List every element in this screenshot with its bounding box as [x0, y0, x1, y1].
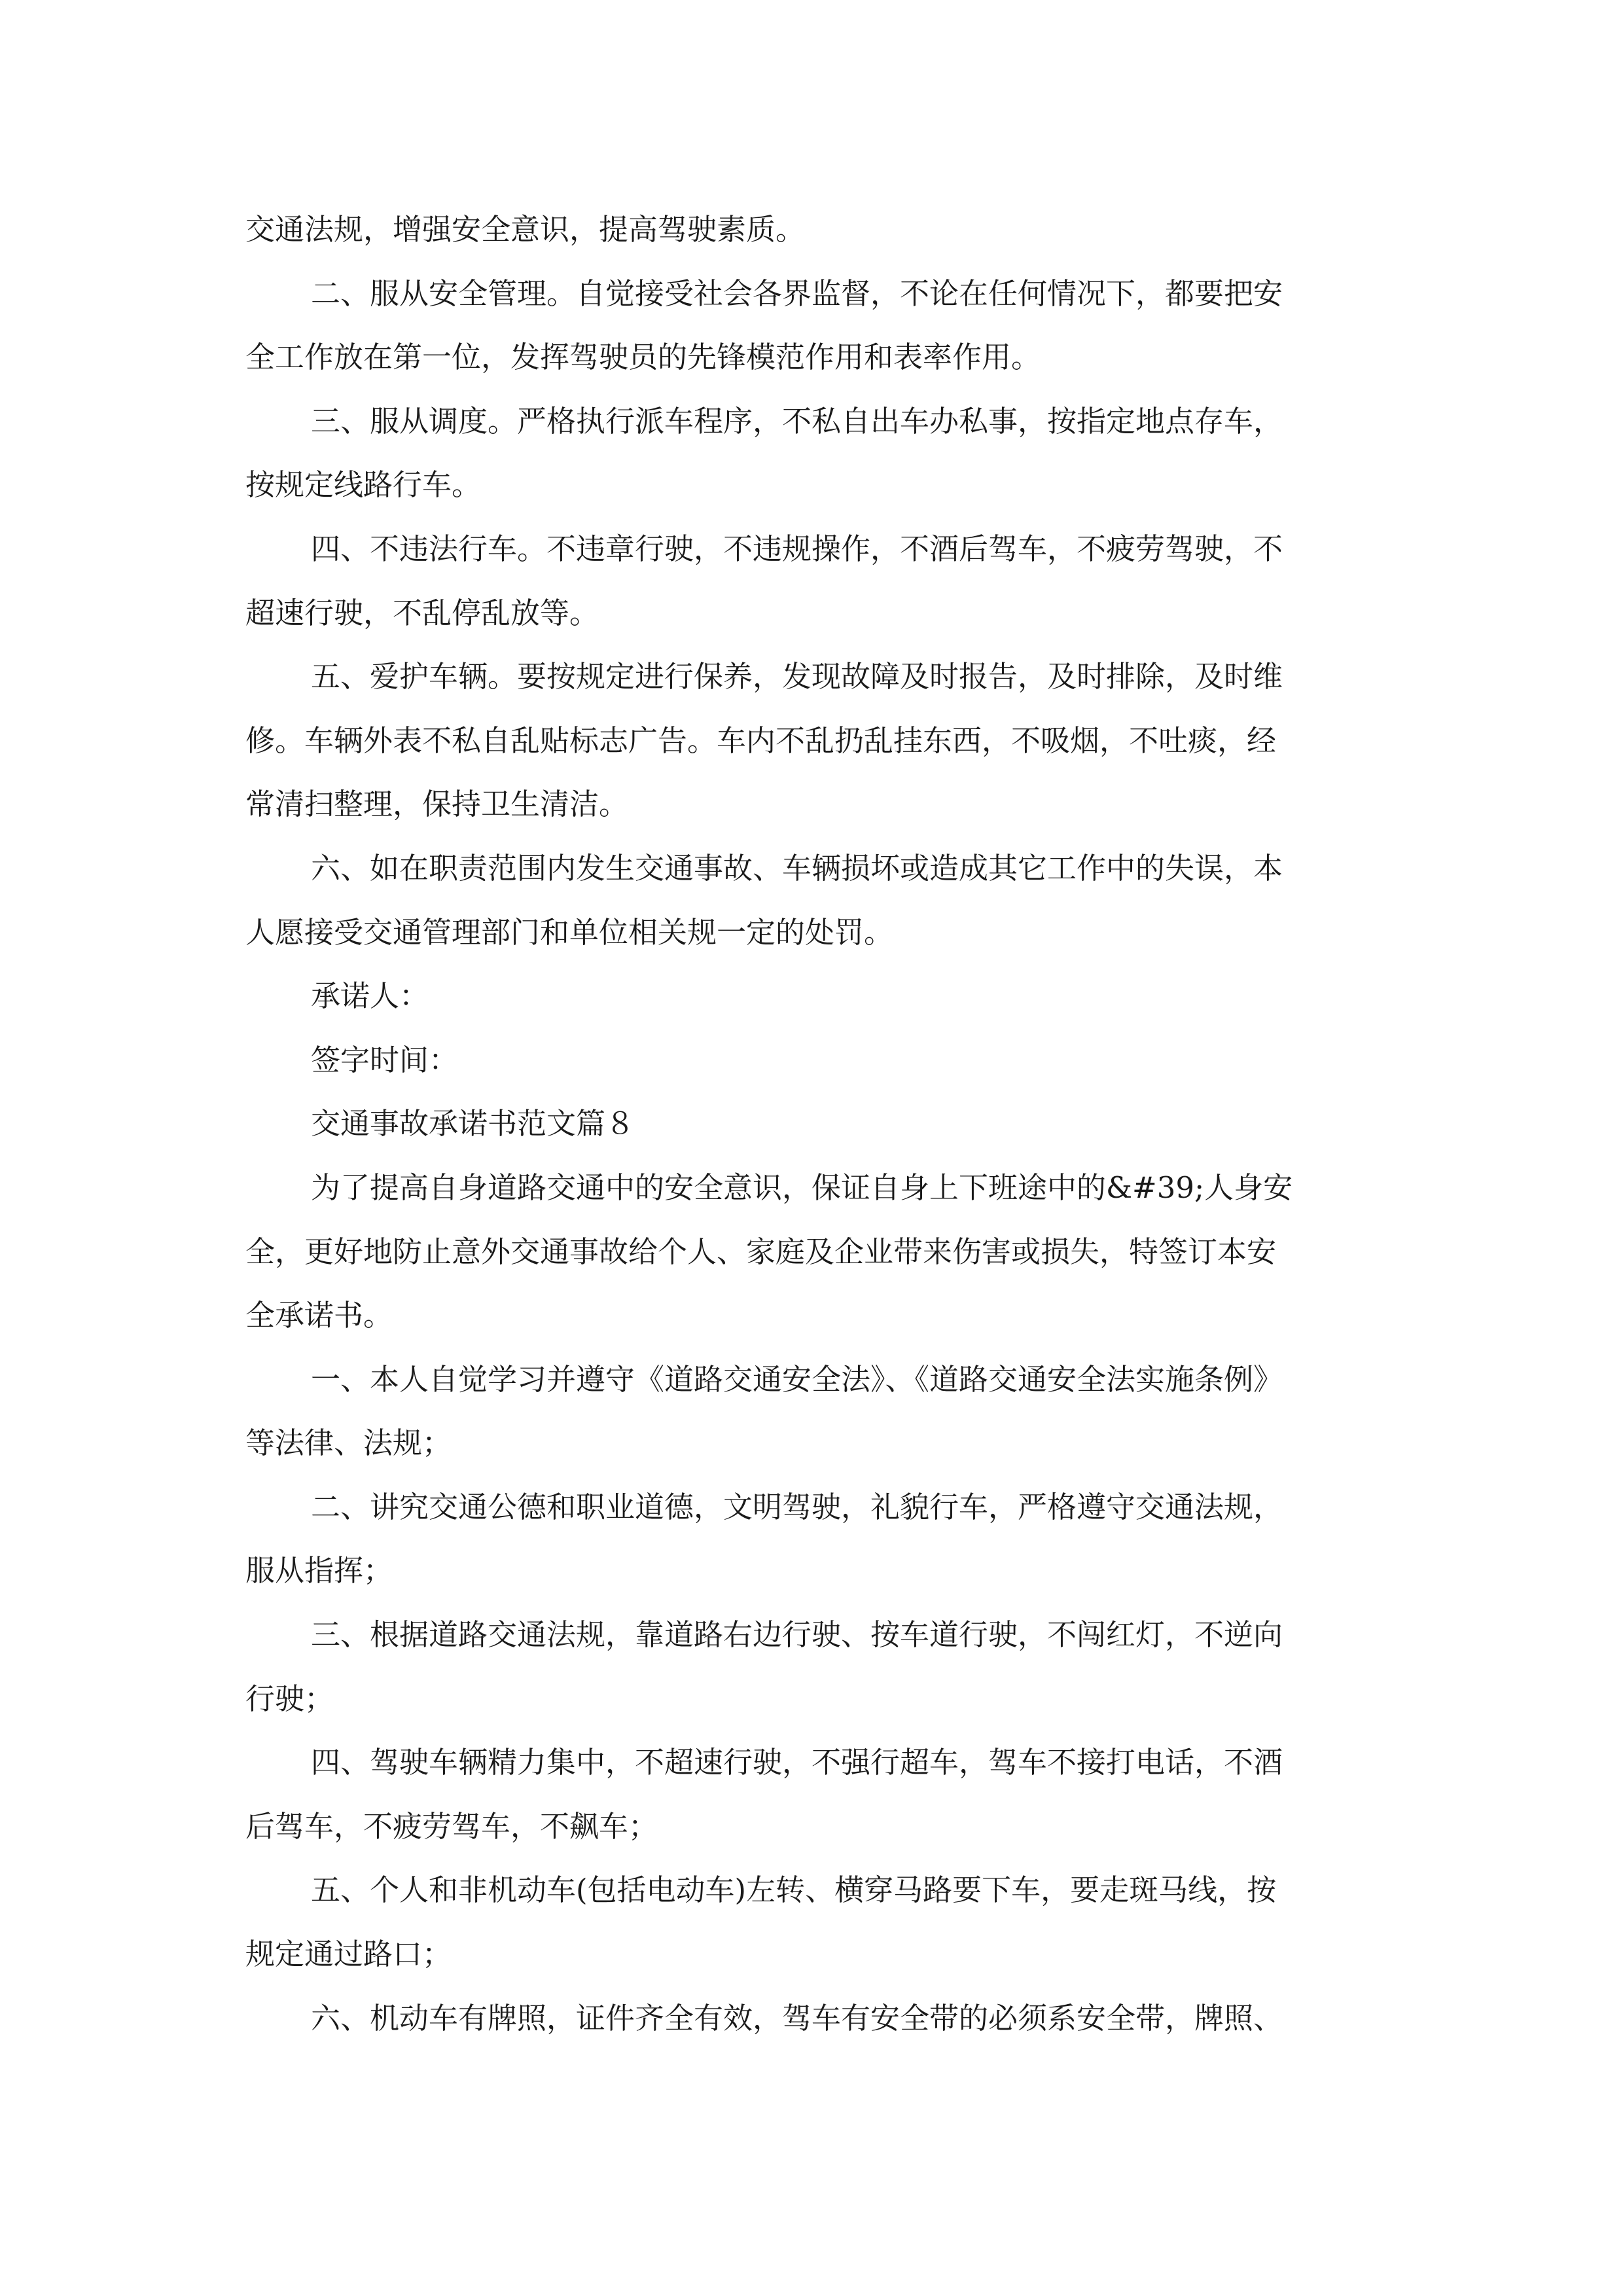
- text-line: 承诺人：: [311, 978, 429, 1014]
- text-line: 常清扫整理，保持卫生清洁。: [245, 787, 629, 822]
- text-line: 全承诺书。: [245, 1298, 393, 1333]
- text-line: 六、如在职责范围内发生交通事故、车辆损坏或造成其它工作中的失误，本: [311, 850, 1283, 886]
- text-line: 五、爱护车辆。要按规定进行保养，发现故障及时报告，及时排除，及时维: [311, 659, 1283, 694]
- text-line: 交通事故承诺书范文篇８: [311, 1106, 635, 1141]
- text-line: 五、个人和非机动车(包括电动车)左转、横穿马路要下车，要走斑马线，按: [311, 1873, 1277, 1908]
- text-line: 等法律、法规；: [245, 1426, 452, 1461]
- text-line: 三、根据道路交通法规，靠道路右边行驶、按车道行驶，不闯红灯，不逆向: [311, 1617, 1283, 1653]
- text-line: 为了提高自身道路交通中的安全意识，保证自身上下班途中的&#39;人身安: [311, 1170, 1293, 1205]
- text-line: 四、不违法行车。不违章行驶，不违规操作，不酒后驾车，不疲劳驾驶，不: [311, 531, 1283, 566]
- text-line: 规定通过路口；: [245, 1937, 452, 1972]
- text-line: 修。车辆外表不私自乱贴标志广告。车内不乱扔乱挂东西，不吸烟，不吐痰，经: [245, 723, 1277, 758]
- document-body: [245, 198, 1397, 2050]
- text-line: 二、讲究交通公德和职业道德，文明驾驶，礼貌行车，严格遵守交通法规，: [311, 1489, 1283, 1524]
- text-line: 全，更好地防止意外交通事故给个人、家庭及企业带来伤害或损失，特签订本安: [245, 1234, 1277, 1269]
- text-line: 一、本人自觉学习并遵守《道路交通安全法》、《道路交通安全法实施条例》: [311, 1361, 1283, 1397]
- text-line: 超速行驶，不乱停乱放等。: [245, 595, 599, 630]
- text-line: 交通法规，增强安全意识，提高驾驶素质。: [245, 212, 806, 247]
- text-line: 人愿接受交通管理部门和单位相关规一定的处罚。: [245, 914, 894, 950]
- text-line: 六、机动车有牌照，证件齐全有效，驾车有安全带的必须系安全带，牌照、: [311, 2000, 1283, 2036]
- text-line: 三、服从调度。严格执行派车程序，不私自出车办私事，按指定地点存车，: [311, 403, 1283, 439]
- text-line: 按规定线路行车。: [245, 467, 482, 503]
- text-line: 全工作放在第一位，发挥驾驶员的先锋模范作用和表率作用。: [245, 340, 1041, 375]
- text-line: 签字时间：: [311, 1042, 459, 1077]
- text-line: 服从指挥；: [245, 1553, 393, 1588]
- text-line: 二、服从安全管理。自觉接受社会各界监督，不论在任何情况下，都要把安: [311, 276, 1283, 311]
- text-line: 后驾车，不疲劳驾车，不飙车；: [245, 1808, 658, 1844]
- text-line: 行驶；: [245, 1681, 334, 1716]
- text-line: 四、驾驶车辆精力集中，不超速行驶，不强行超车，驾车不接打电话，不酒: [311, 1745, 1283, 1780]
